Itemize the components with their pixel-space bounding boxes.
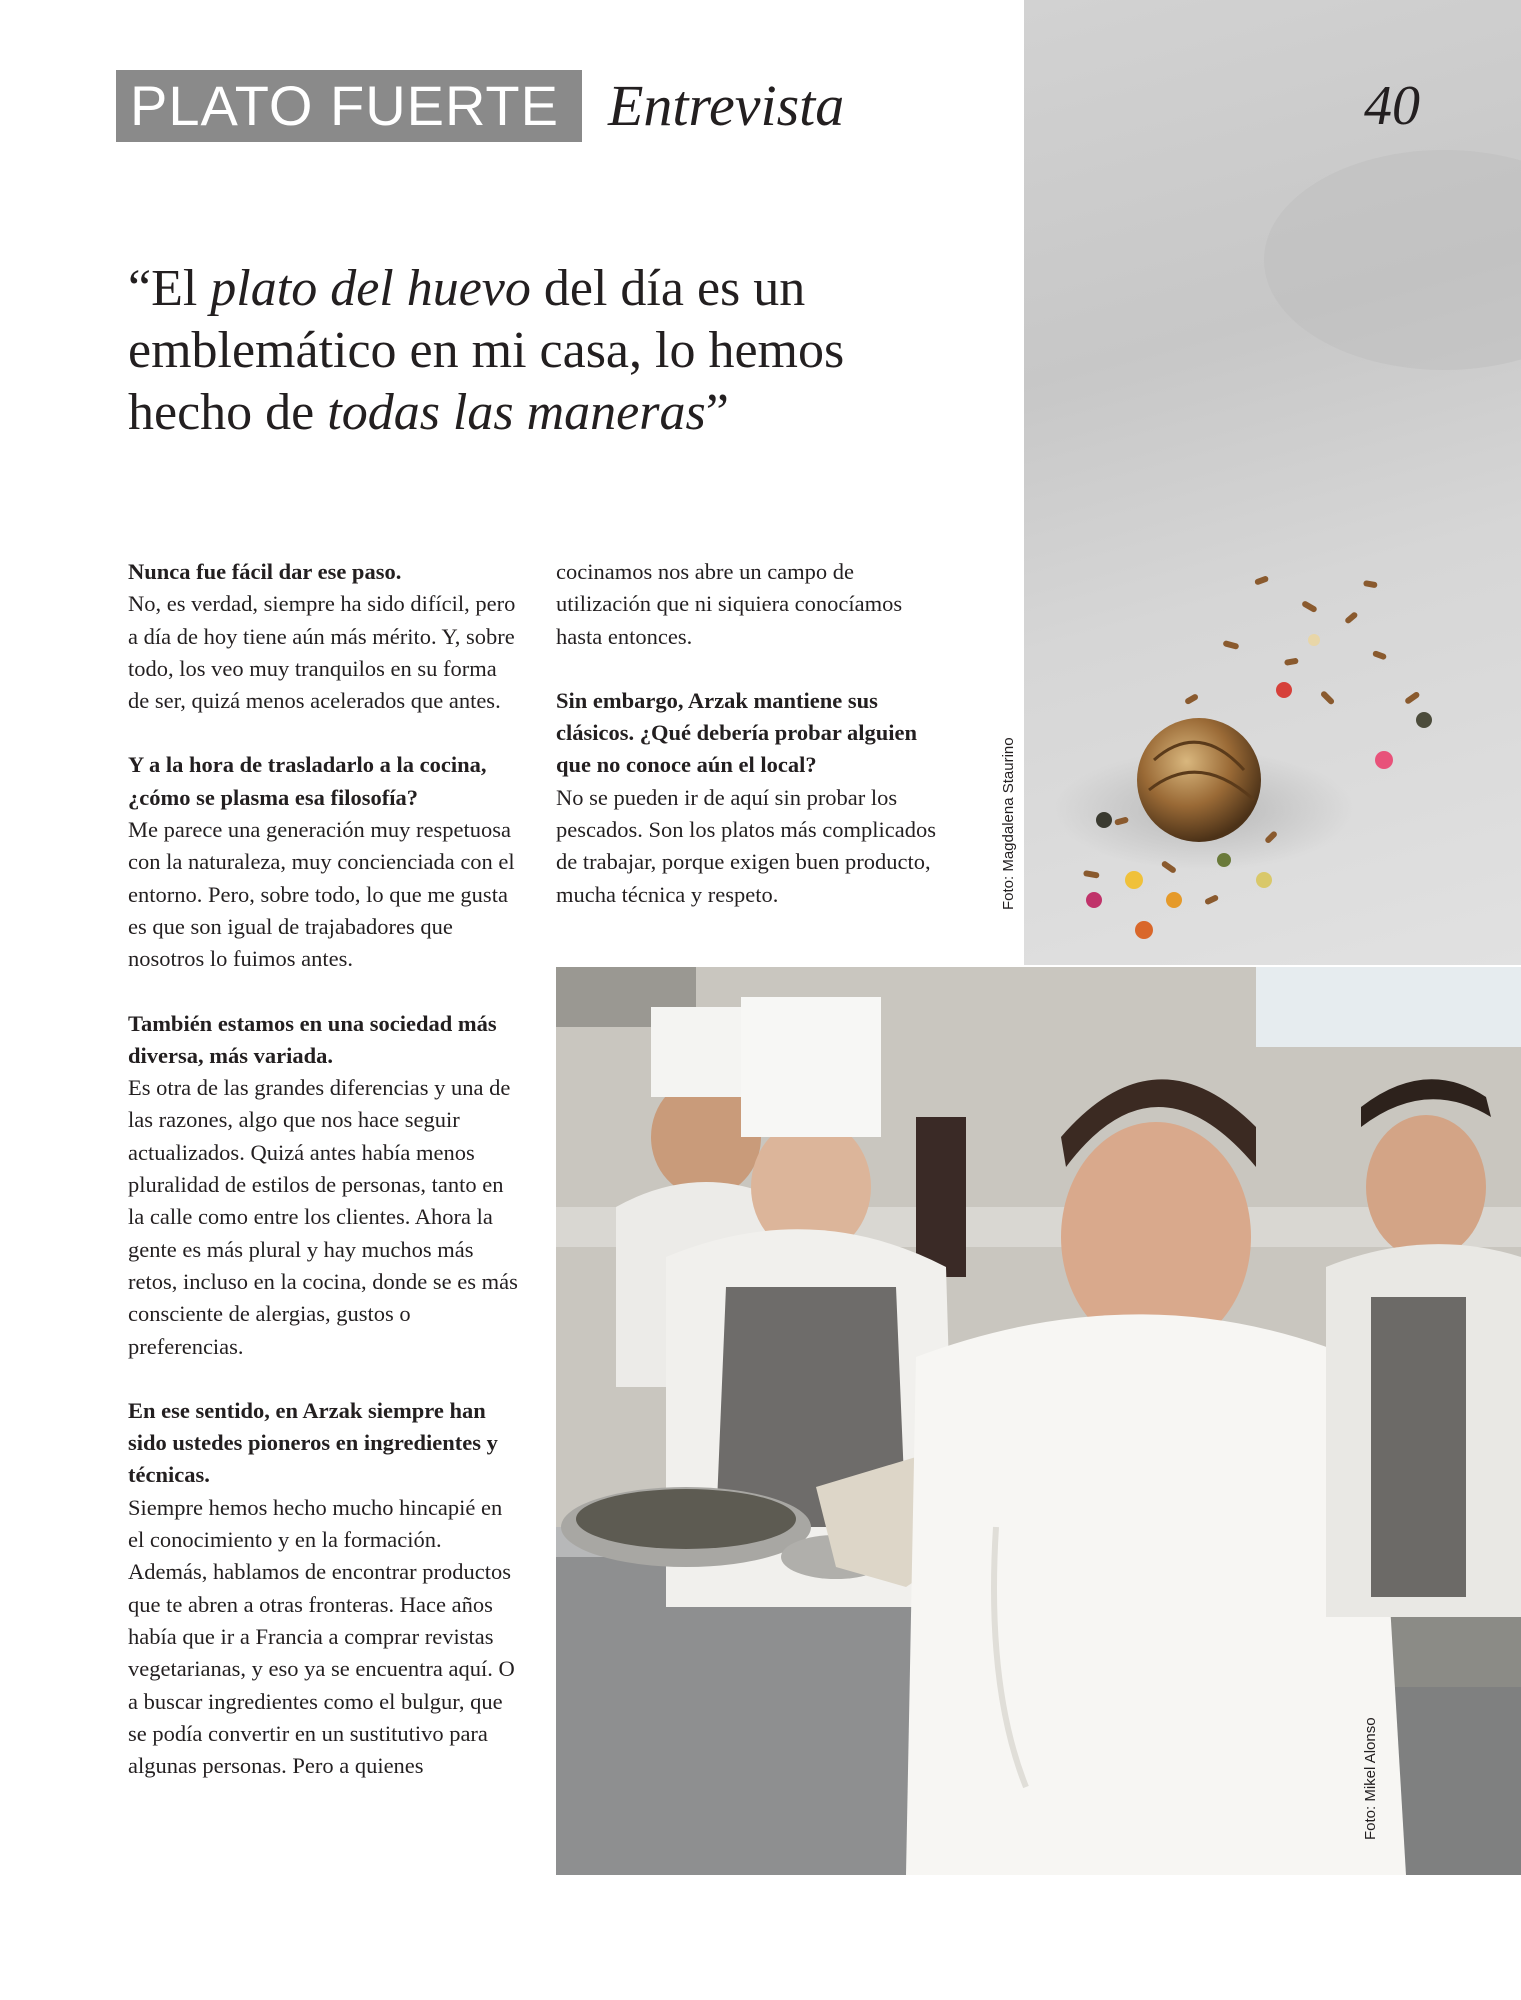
page-number: 40 <box>1364 75 1420 137</box>
pull-quote: “El plato del huevo del día es un emblemático en mi casa, lo hemos hecho de todas las maneras” <box>128 260 845 441</box>
section-subtitle: Entrevista <box>608 73 845 138</box>
photo-credit-kitchen: Foto: Mikel Alonso <box>1362 1717 1379 1840</box>
article-column-1 <box>128 556 523 1814</box>
article-column-2 <box>556 556 946 943</box>
section-tag: PLATO FUERTE <box>116 70 582 142</box>
interview-question: También estamos en una sociedad más diversa, más variada. <box>128 1010 497 1068</box>
continuation-paragraph: cocinamos nos abre un campo de utilización que ni siquiera conocíamos hasta entonces. <box>556 559 903 649</box>
interview-question: Nunca fue fácil dar ese paso. <box>128 559 402 584</box>
interview-question: En ese sentido, en Arzak siempre han sido ustedes pioneros en ingredientes y técnicas. <box>128 1397 498 1488</box>
qa-block <box>556 685 946 911</box>
qa-block <box>128 749 523 975</box>
interview-answer: Es otra de las grandes diferencias y una de las razones, algo que nos hace seguir actualizados. Quizá antes había menos pluralidad de estilos de personas, tanto en la calle como entre los clientes. Ahora la gente es más plural y hay muchos más retos, incluso en la cocina, donde se es más consciente de alergias, gustos o preferencias. <box>128 1075 518 1359</box>
interview-answer: Me parece una generación muy respetuosa con la naturaleza, muy concienciada con el entorno. Pero, sobre todo, lo que me gusta es que son igual de trajabadores que nosotros lo fuimos antes. <box>128 817 515 972</box>
qa-block <box>128 1008 523 1363</box>
interview-answer: Siempre hemos hecho mucho hincapié en el conocimiento y en la formación. Además, hablamos de encontrar productos que te abren a otras fronteras. Hace años había que ir a Francia a comprar revistas vegetarianas, y eso ya se encuentra aquí. O a buscar ingredientes como el bulgur, que se podía convertir en un sustitutivo para algunas personas. Pero a quienes <box>128 1494 515 1779</box>
qa-block <box>128 1395 523 1783</box>
interview-question: Sin embargo, Arzak mantiene sus clásicos. ¿Qué debería probar alguien que no conoce aún el local? <box>556 687 918 778</box>
dish-photo <box>1024 0 1521 965</box>
interview-answer: No, es verdad, siempre ha sido difícil, pero a día de hoy tiene aún más mérito. Y, sobre todo, los veo muy tranquilos en su forma de ser, quizá menos acelerados que antes. <box>128 591 516 714</box>
photo-credit-dish: Foto: Magdalena Staurino <box>1000 737 1017 910</box>
interview-answer: No se pueden ir de aquí sin probar los pescados. Son los platos más complicados de trabajar, porque exigen buen producto, mucha técnica y respeto. <box>556 784 936 907</box>
interview-question: Y a la hora de trasladarlo a la cocina, ¿cómo se plasma esa filosofía? <box>128 752 487 810</box>
qa-block <box>128 556 523 717</box>
